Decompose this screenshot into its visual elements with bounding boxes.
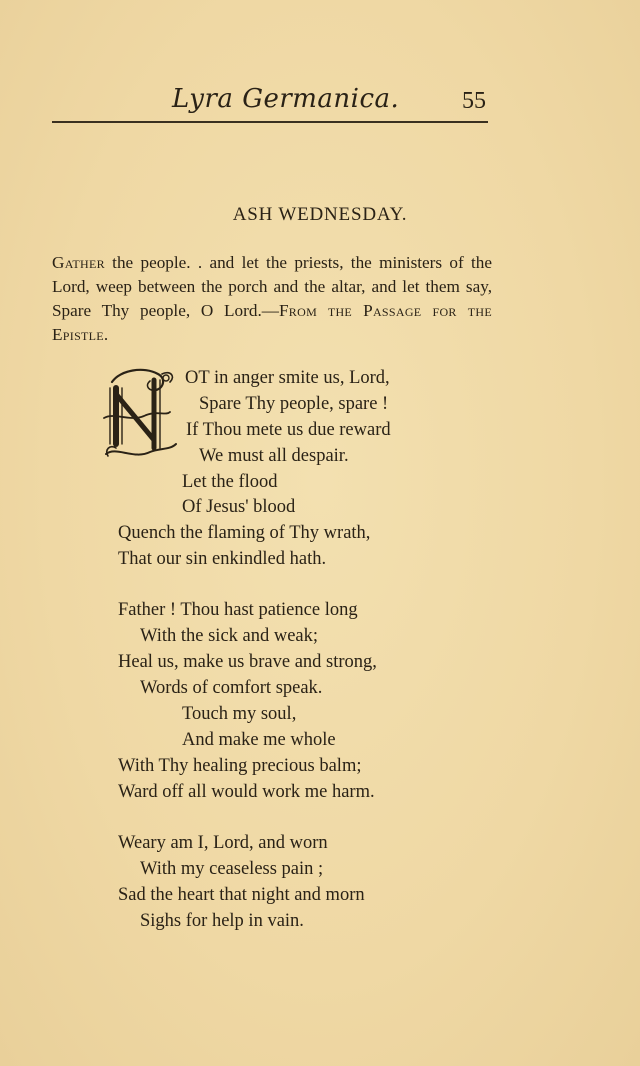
epigraph-lead-word: Gather: [52, 253, 105, 272]
stanza3-line3: Sad the heart that night and morn: [118, 885, 365, 905]
stanza2-line3: Heal us, make us brave and strong,: [118, 652, 377, 672]
epigraph-from: From: [278, 301, 318, 320]
stanza2-line2: With the sick and weak;: [140, 626, 319, 646]
epigraph-text: the people. . and let the priests, the ministers of the Lord, weep between the porch and the altar, and let them say, Spare Thy people, O Lord.—: [52, 253, 492, 320]
epigraph: [52, 251, 492, 347]
stanza2-line4: Words of comfort speak.: [140, 678, 323, 698]
stanza1-line4: We must all despair.: [199, 446, 349, 466]
dropcap-letter: N: [133, 409, 147, 428]
section-title: ASH WEDNESDAY.: [232, 204, 408, 225]
stanza1-line1: OT in anger smite us, Lord,: [185, 368, 390, 388]
dropcap-ornament: [100, 364, 180, 464]
stanza2-line6: And make me whole: [182, 730, 336, 750]
stanza3-line1: Weary am I, Lord, and worn: [118, 833, 328, 853]
header-rule: [52, 121, 488, 123]
epigraph-source: the Passage for the Epistle.: [52, 301, 492, 344]
stanza1-line3: If Thou mete us due reward: [186, 420, 391, 440]
stanza1-line8: That our sin enkindled hath.: [118, 549, 327, 569]
page-number: 55: [462, 88, 486, 114]
stanza1-line6: Of Jesus' blood: [182, 497, 296, 517]
stanza2-line8: Ward off all would work me harm.: [118, 782, 375, 802]
running-title: Lyra Germanica.: [172, 84, 400, 114]
stanza2-line5: Touch my soul,: [182, 704, 297, 724]
stanza2-line7: With Thy healing precious balm;: [118, 756, 362, 776]
stanza3-line4: Sighs for help in vain.: [140, 911, 304, 931]
stanza1-line7: Quench the flaming of Thy wrath,: [118, 523, 371, 543]
stanza1-line5: Let the flood: [182, 472, 278, 492]
stanza1-line2: Spare Thy people, spare !: [199, 394, 389, 414]
stanza3-line2: With my ceaseless pain ;: [140, 859, 324, 879]
running-head: [0, 82, 640, 122]
stanza2-line1: Father ! Thou hast patience long: [118, 600, 358, 620]
